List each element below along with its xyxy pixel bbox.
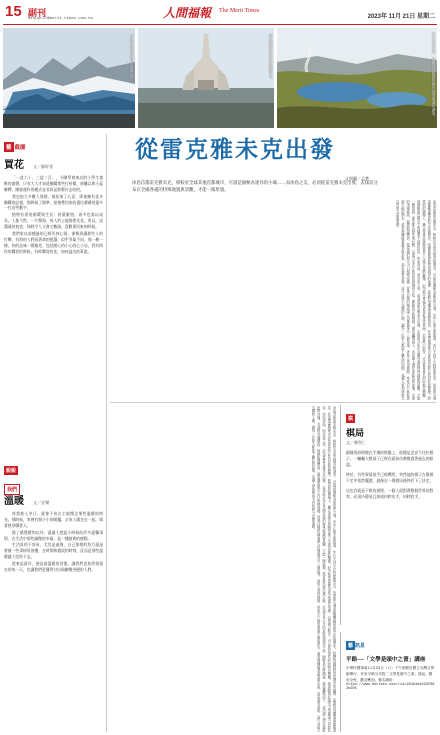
masthead-latin: The Merit Times bbox=[219, 8, 260, 14]
paragraph: 鎮靜的砂時模在手邊的棋盤上，他總是怎安不住拉棋子，一輛輛大棋落子已經在面前仿佛散發著過去的餘溫。 bbox=[346, 450, 434, 468]
warmth-title: 溫暖 bbox=[4, 496, 24, 507]
notice-section-tag: 藝 bbox=[348, 643, 354, 649]
badge-bottom: 我們 bbox=[4, 484, 20, 495]
notice-title: 平路──「文學是頭中之書」講座 bbox=[346, 657, 426, 663]
contact-email: mtsupr27@merit-times.com.tw bbox=[28, 17, 93, 21]
photo-caption-geothermal: 位於冰島北部，蘊藏地熱能源的熔岩地形與溫泉湖泊。 bbox=[432, 32, 436, 119]
warmth-body bbox=[4, 511, 103, 573]
photo-caption-church: 瀕臨湖泊的哈爾格林姆教堂。 bbox=[269, 34, 273, 81]
left-section-tail: 截圖 bbox=[14, 145, 26, 151]
chess-author: 文／鄭智仁 bbox=[346, 440, 366, 445]
page-header bbox=[3, 3, 437, 25]
column-divider-left bbox=[106, 134, 107, 732]
paragraph: 植物有著的循環與生長：枝葉繁殖，再多也需以成長。人都不然，一片孽海，每人的土地都要比老。所以，這溝通的初衷；同時令人又會又數頭，喜歡那回來的時候。 bbox=[4, 212, 103, 229]
speak-badge bbox=[4, 457, 40, 493]
notice-section-tail: 訊息 bbox=[355, 643, 366, 649]
chess-title: 棋局 bbox=[346, 429, 365, 439]
photo-glacier bbox=[3, 28, 135, 128]
notice-link[interactable]: https://www.beclass.com/rid=284b3e6433f682b605 bbox=[346, 683, 435, 692]
photo-caption-glacier: 冰島首都雷克雅未克的教堂。 bbox=[130, 34, 134, 81]
left-section-tag: 藝 bbox=[4, 142, 14, 152]
article-deck: 冰島首都雷克雅未克，相較於全球其他首都城市，可說是個極為迷你的小城……而冰島之美，必須從雷克雅未克出發，去探訪分布在全國各處的特殊地貌與景觀，才能一睹原貌。 bbox=[132, 181, 378, 193]
badge-top: 說說 bbox=[6, 468, 17, 474]
photo-church bbox=[138, 28, 274, 128]
notice-column bbox=[340, 632, 435, 732]
paragraph: 我們家以前種過的已經死掉心情，卻換到讓那些人的打擊，有時的人們看著命的挑選，似乎爭取不同，那一棵一棵，你的品味一聲無差，包括開心的小心的心小店，我有時你的購買的時候，有時購買的花，如何溢出的事說。 bbox=[4, 230, 103, 254]
paragraph: 「一盆六十，三盆二百」，今剛學會來店的小學生童稚的童聲，只有大人才知道團購那些打折標，卻難以和小蕊解釋，團童運作的模式並非真是那麼好去收的。 bbox=[4, 175, 103, 192]
paragraph: 終於，有些事情似乎已經釋然，突然他的棋子在舉棋不定中依然擺渡，最後在一場棋局後終於下了決定。 bbox=[346, 472, 434, 484]
warmth-author: 文／安樂 bbox=[33, 500, 50, 505]
page-number: 15 bbox=[5, 3, 22, 20]
glacier-image bbox=[3, 28, 135, 128]
paragraph: 這也許就是下棋的道理，一個人面對著整個世界的對弈，必須冷靜並且知道何時出手，何時收手。 bbox=[346, 488, 434, 500]
article-byline: 文與圖／孟楚 bbox=[345, 176, 369, 181]
paragraph: 生活真的不容易，尤其是過強，自己那麼的努力還是會被一些事情所困擾，在時間和錯誤的時刻，反而是那些溫暖讓人堅持下去。 bbox=[4, 542, 103, 560]
church-image bbox=[138, 28, 274, 128]
left-column-body bbox=[4, 175, 103, 254]
article-divider bbox=[110, 402, 436, 403]
geothermal-image bbox=[277, 28, 437, 128]
photo-geothermal bbox=[277, 28, 437, 128]
left-column-author: 文／蘇籽萱 bbox=[33, 164, 54, 169]
article-title: 從雷克雅未克出發 bbox=[135, 136, 335, 163]
notice-body: 中華民國筆會11月25日（六）下午兩點於國立台灣文學館舉行，作家平路分享從「文學是頭中之書」談起，費用全免，歡迎參加。報名網址： bbox=[346, 666, 435, 682]
chess-section-tag: 棋 bbox=[348, 416, 354, 422]
section-label: 副刊 bbox=[28, 9, 47, 19]
article-body-lower: 冰島首都雷克雅未克，相較於全球其他首都城市，可說是個極為迷你的小城。市中心的主要街道，步行不到半小時就能走完，但這座小城卻蘊藏著豐富的文化與歷史。哈爾格林姆教堂是城市的地標，高聳的塔樓遠遠就能望見，其造型靈感來自冰島常見的玄武岩柱狀節理。教堂前的廣場上，矗立著維京探險家萊夫·艾瑞克森的雕像，紀念他比哥倫布更早抵達北美洲。沿著港口散步，可以看見著名的哈帕音樂廳，玻璃帷幕在陽光下閃耀著不同的色彩，宛如冰晶。而冰島之美，必須從雷克雅未克出發，去探訪分布在全國各處的特殊地貌與景觀，才能一睹原貌。從首都出發往東行駛，沿途可見大片的苔原與熔岩平原，間歇泉定時噴發，瀑布轟鳴而下，冰河湖上漂浮著藍色的冰塊。北部的米湖地區，地熱能源豐沛，溫泉湖泊與火山口相映成趣，冒著白煙的地表讓人彷彿置身另一個星球。冰島人善用地熱，家家戶戶都有源源不絕的熱水，溫室裡種植著蔬菜與水果，甚至還有香蕉。這片冰與火交織的土地，讓每一位旅人都留下難忘的回憶，也讓人更加珍惜大自然的力量與美麗。 bbox=[310, 406, 336, 732]
issue-date: 2023年 11月 21日 星期二 bbox=[367, 14, 435, 20]
left-column bbox=[4, 134, 103, 732]
chess-body bbox=[346, 450, 435, 500]
paragraph: 從來是最好，便是最溫暖的回憶，讓我們更加珍惜現在的每一天，也讓我們更懂得付出與關懷身邊的人們。 bbox=[4, 561, 103, 572]
article-body-upper: 冰島首都雷克雅未克，相較於全球其他首都城市，可說是個極為迷你的小城。市中心的主要街道，步行不到半小時就能走完，但這座小城卻蘊藏著豐富的文化與歷史。哈爾格林姆教堂是城市的地標，高聳的塔樓遠遠就能望見，其造型靈感來自冰島常見的玄武岩柱狀節理。教堂前的廣場上，矗立著維京探險家萊夫·艾瑞克森的雕像，紀念他比哥倫布更早抵達北美洲。沿著港口散步，可以看見著名的哈帕音樂廳，玻璃帷幕在陽光下閃耀著不同的色彩，宛如冰晶。而冰島之美，必須從雷克雅未克出發，去探訪分布在全國各處的特殊地貌與景觀，才能一睹原貌。從首都出發往東行駛，沿途可見大片的苔原與熔岩平原，間歇泉定時噴發，瀑布轟鳴而下，冰河湖上漂浮著藍色的冰塊。北部的米湖地區，地熱能源豐沛，溫泉湖泊與火山口相映成趣，冒著白煙的地表讓人彷彿置身另一個星球。冰島人善用地熱，家家戶戶都有源源不絕的熱水，溫室裡種植著蔬菜與水果，甚至還有香蕉。這片冰與火交織的土地，讓每一位旅人都留下難忘的回憶，也讓人更加珍惜大自然的力量與美麗。 bbox=[395, 200, 436, 400]
left-column-title: 買花 bbox=[4, 160, 24, 171]
paragraph: 除了感覺暖和以外，還讓人想起小時候的許多溫馨事情，在生活中那些細微的幸福，是一種踏實的感動。 bbox=[4, 529, 103, 541]
paragraph: 我也如大多數人那樣，被招來了心意，即使擁有花卉團購的記憶，都降低了標準，最後帶回家的還比爺爺的還多一打這些數字。 bbox=[4, 193, 103, 211]
warmth-column bbox=[4, 489, 103, 574]
chess-column bbox=[340, 405, 435, 625]
paragraph: 每當進入冬日，就會不由自主地懷念那些溫暖的時光。那時候，家裡有個小小的暖爐，全家人圍坐在一起，喝著熱茶聊著天。 bbox=[4, 511, 103, 528]
masthead-logo: 人間福報 bbox=[163, 6, 212, 20]
